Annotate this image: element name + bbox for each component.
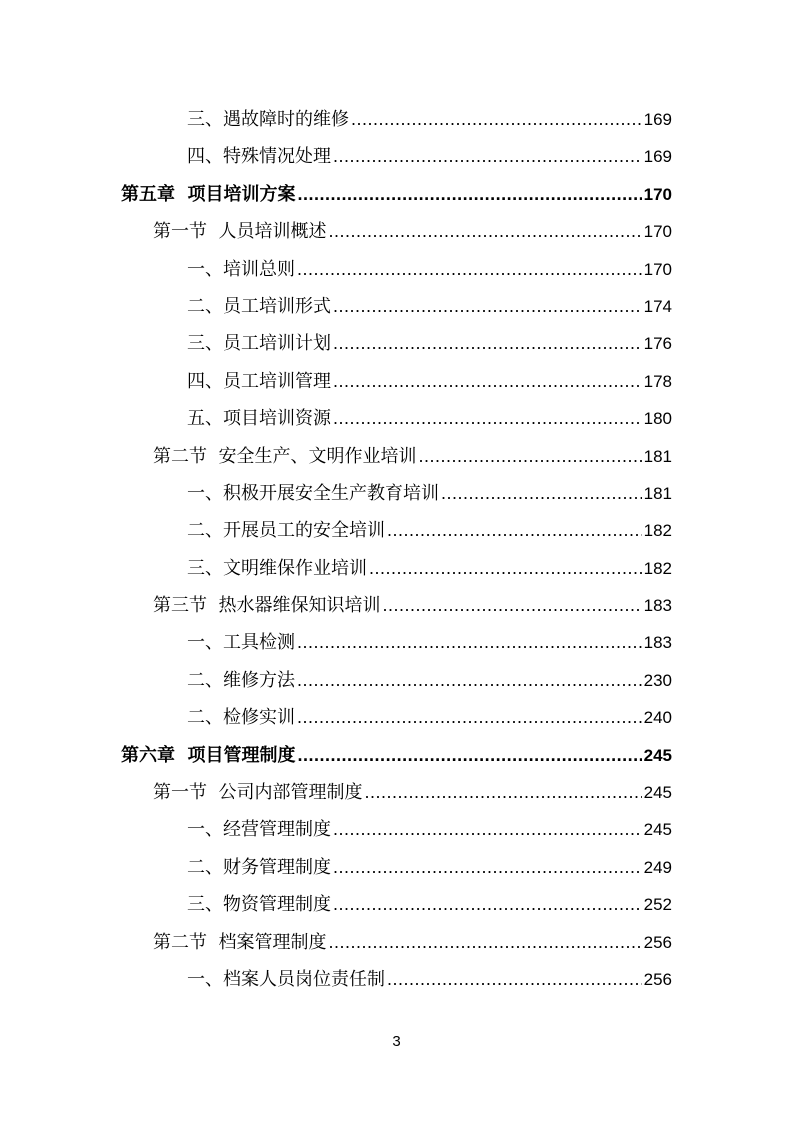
toc-entry-title: 热水器维保知识培训 bbox=[218, 595, 381, 617]
toc-dot-leader bbox=[387, 961, 642, 998]
toc-entry-title: 档案人员岗位责任制 bbox=[223, 968, 385, 990]
toc-page-number: 256 bbox=[643, 932, 672, 952]
toc-entry-label bbox=[187, 101, 349, 138]
toc-entry-number: 二、 bbox=[187, 707, 223, 729]
toc-entry-title: 安全生产、文明作业培训 bbox=[218, 445, 417, 467]
toc-dot-leader bbox=[333, 363, 642, 400]
toc-entry-title: 项目培训资源 bbox=[223, 408, 331, 430]
toc-page-number: 245 bbox=[643, 783, 672, 803]
toc-subsection-entry[interactable] bbox=[0, 288, 793, 325]
toc-dot-leader bbox=[333, 886, 642, 923]
toc-dot-leader bbox=[297, 251, 642, 288]
toc-entry-title: 员工培训形式 bbox=[223, 295, 331, 317]
toc-dot-leader bbox=[298, 737, 642, 774]
toc-dot-leader bbox=[333, 138, 642, 175]
toc-page-number: 170 bbox=[643, 184, 672, 204]
toc-entry-title: 财务管理制度 bbox=[223, 856, 331, 878]
toc-dot-leader bbox=[333, 325, 642, 362]
toc-entry-number: 一、 bbox=[187, 632, 223, 654]
toc-subsection-entry[interactable] bbox=[0, 325, 793, 362]
toc-dot-leader bbox=[298, 176, 642, 213]
toc-entry-label bbox=[187, 512, 385, 549]
toc-entry-title: 工具检测 bbox=[223, 632, 295, 654]
toc-subsection-entry[interactable] bbox=[0, 550, 793, 587]
toc-entry-number: 一、 bbox=[187, 819, 223, 841]
toc-entry-label bbox=[187, 400, 331, 437]
toc-subsection-entry[interactable] bbox=[0, 699, 793, 736]
toc-section-entry[interactable] bbox=[0, 924, 793, 961]
page-number: 3 bbox=[392, 1033, 401, 1050]
toc-entry-number: 三、 bbox=[187, 109, 223, 130]
toc-page-number: 245 bbox=[643, 820, 672, 840]
toc-dot-leader bbox=[382, 587, 641, 624]
toc-entry-label bbox=[187, 475, 439, 512]
toc-entry-title: 检修实训 bbox=[223, 707, 295, 729]
toc-subsection-entry[interactable] bbox=[0, 251, 793, 288]
toc-subsection-entry[interactable] bbox=[0, 961, 793, 998]
toc-entry-number: 第一节 bbox=[153, 221, 207, 243]
table-of-contents bbox=[0, 101, 793, 998]
toc-page-number: 183 bbox=[643, 596, 672, 616]
toc-page-number: 240 bbox=[643, 708, 672, 728]
toc-entry-label bbox=[187, 138, 331, 175]
toc-entry-number: 一、 bbox=[187, 482, 223, 504]
toc-dot-leader bbox=[351, 101, 642, 138]
toc-entry-number: 四、 bbox=[187, 370, 223, 392]
toc-page-number: 169 bbox=[643, 147, 672, 167]
toc-entry-number: 二、 bbox=[187, 856, 223, 878]
toc-entry-number: 三、 bbox=[187, 557, 223, 579]
toc-dot-leader bbox=[418, 438, 641, 475]
toc-dot-leader bbox=[333, 400, 642, 437]
toc-entry-title: 档案管理制度 bbox=[218, 931, 327, 953]
toc-entry-number: 第二节 bbox=[153, 445, 207, 467]
toc-page-number: 180 bbox=[643, 409, 672, 429]
toc-dot-leader bbox=[333, 288, 642, 325]
toc-entry-title: 经营管理制度 bbox=[223, 819, 331, 841]
toc-entry-label bbox=[187, 363, 331, 400]
toc-page-number: 249 bbox=[643, 857, 672, 877]
toc-section-entry[interactable] bbox=[0, 213, 793, 250]
toc-entry-title: 培训总则 bbox=[223, 258, 295, 280]
toc-dot-leader bbox=[328, 924, 641, 961]
toc-dot-leader bbox=[364, 774, 641, 811]
toc-entry-title: 开展员工的安全培训 bbox=[223, 520, 385, 542]
toc-page-number: 181 bbox=[643, 446, 672, 466]
toc-page-number: 169 bbox=[643, 110, 672, 129]
toc-entry-title: 公司内部管理制度 bbox=[218, 782, 363, 804]
toc-section-entry[interactable] bbox=[0, 774, 793, 811]
toc-entry-number: 第二节 bbox=[153, 931, 207, 953]
toc-page-number: 181 bbox=[643, 483, 672, 503]
toc-entry-label bbox=[153, 213, 326, 250]
toc-page-number: 245 bbox=[643, 745, 672, 765]
toc-entry-label bbox=[153, 438, 416, 475]
toc-subsection-entry[interactable] bbox=[0, 886, 793, 923]
toc-section-entry[interactable] bbox=[0, 438, 793, 475]
toc-entry-label bbox=[187, 811, 331, 848]
toc-section-entry[interactable] bbox=[0, 587, 793, 624]
toc-subsection-entry[interactable] bbox=[0, 363, 793, 400]
toc-entry-title: 项目管理制度 bbox=[187, 744, 296, 766]
toc-subsection-entry[interactable] bbox=[0, 624, 793, 661]
toc-entry-number: 第六章 bbox=[121, 744, 175, 766]
toc-entry-number: 三、 bbox=[187, 894, 223, 916]
toc-page-number: 182 bbox=[643, 521, 672, 541]
toc-dot-leader bbox=[333, 849, 642, 886]
toc-subsection-entry[interactable] bbox=[0, 101, 793, 138]
toc-entry-title: 特殊情况处理 bbox=[223, 146, 331, 168]
toc-page-number: 230 bbox=[643, 670, 672, 690]
toc-page-number: 178 bbox=[643, 371, 672, 391]
toc-subsection-entry[interactable] bbox=[0, 512, 793, 549]
toc-page-number: 174 bbox=[643, 296, 672, 316]
toc-entry-label bbox=[153, 587, 380, 624]
toc-page-number: 170 bbox=[643, 259, 672, 279]
toc-subsection-entry[interactable] bbox=[0, 475, 793, 512]
toc-dot-leader bbox=[297, 662, 642, 699]
toc-page-number: 256 bbox=[643, 969, 672, 989]
toc-entry-number: 三、 bbox=[187, 333, 223, 355]
toc-dot-leader bbox=[387, 512, 642, 549]
toc-entry-title: 人员培训概述 bbox=[218, 221, 327, 243]
toc-entry-title: 维修方法 bbox=[223, 669, 295, 691]
toc-entry-label bbox=[187, 624, 295, 661]
toc-page-number: 183 bbox=[643, 633, 672, 653]
toc-entry-title: 遇故障时的维修 bbox=[223, 109, 349, 130]
toc-page-number: 252 bbox=[643, 895, 672, 915]
toc-entry-title: 员工培训管理 bbox=[223, 370, 331, 392]
toc-entry-label bbox=[187, 251, 295, 288]
toc-dot-leader bbox=[297, 699, 642, 736]
toc-entry-number: 二、 bbox=[187, 669, 223, 691]
toc-entry-number: 二、 bbox=[187, 520, 223, 542]
toc-entry-title: 员工培训计划 bbox=[223, 333, 331, 355]
toc-dot-leader bbox=[333, 811, 642, 848]
toc-entry-label bbox=[187, 699, 295, 736]
toc-subsection-entry[interactable] bbox=[0, 811, 793, 848]
toc-subsection-entry[interactable] bbox=[0, 662, 793, 699]
toc-entry-title: 文明维保作业培训 bbox=[223, 557, 367, 579]
toc-page-number: 176 bbox=[643, 334, 672, 354]
toc-page-number: 182 bbox=[643, 558, 672, 578]
toc-entry-label bbox=[121, 737, 296, 774]
toc-entry-label bbox=[187, 550, 367, 587]
toc-dot-leader bbox=[441, 475, 642, 512]
toc-dot-leader bbox=[369, 550, 642, 587]
toc-entry-title: 积极开展安全生产教育培训 bbox=[223, 482, 439, 504]
toc-entry-label bbox=[187, 849, 331, 886]
toc-entry-number: 一、 bbox=[187, 968, 223, 990]
toc-chapter-entry[interactable] bbox=[0, 176, 793, 213]
toc-dot-leader bbox=[297, 624, 642, 661]
toc-entry-number: 第五章 bbox=[121, 183, 175, 205]
toc-entry-label bbox=[121, 176, 296, 213]
toc-entry-label bbox=[153, 774, 362, 811]
toc-entry-label bbox=[187, 288, 331, 325]
toc-entry-number: 五、 bbox=[187, 408, 223, 430]
toc-entry-title: 项目培训方案 bbox=[187, 183, 296, 205]
toc-subsection-entry[interactable] bbox=[0, 138, 793, 175]
toc-entry-label bbox=[153, 924, 326, 961]
toc-chapter-entry[interactable] bbox=[0, 737, 793, 774]
toc-entry-number: 一、 bbox=[187, 258, 223, 280]
toc-subsection-entry[interactable] bbox=[0, 849, 793, 886]
toc-entry-label bbox=[187, 325, 331, 362]
toc-entry-number: 二、 bbox=[187, 295, 223, 317]
toc-entry-label bbox=[187, 886, 331, 923]
toc-entry-label bbox=[187, 662, 295, 699]
toc-entry-label bbox=[187, 961, 385, 998]
toc-page-number: 170 bbox=[643, 222, 672, 242]
toc-subsection-entry[interactable] bbox=[0, 400, 793, 437]
toc-dot-leader bbox=[328, 213, 641, 250]
toc-entry-title: 物资管理制度 bbox=[223, 894, 331, 916]
toc-entry-number: 第一节 bbox=[153, 782, 207, 804]
toc-entry-number: 第三节 bbox=[153, 595, 207, 617]
toc-entry-number: 四、 bbox=[187, 146, 223, 168]
